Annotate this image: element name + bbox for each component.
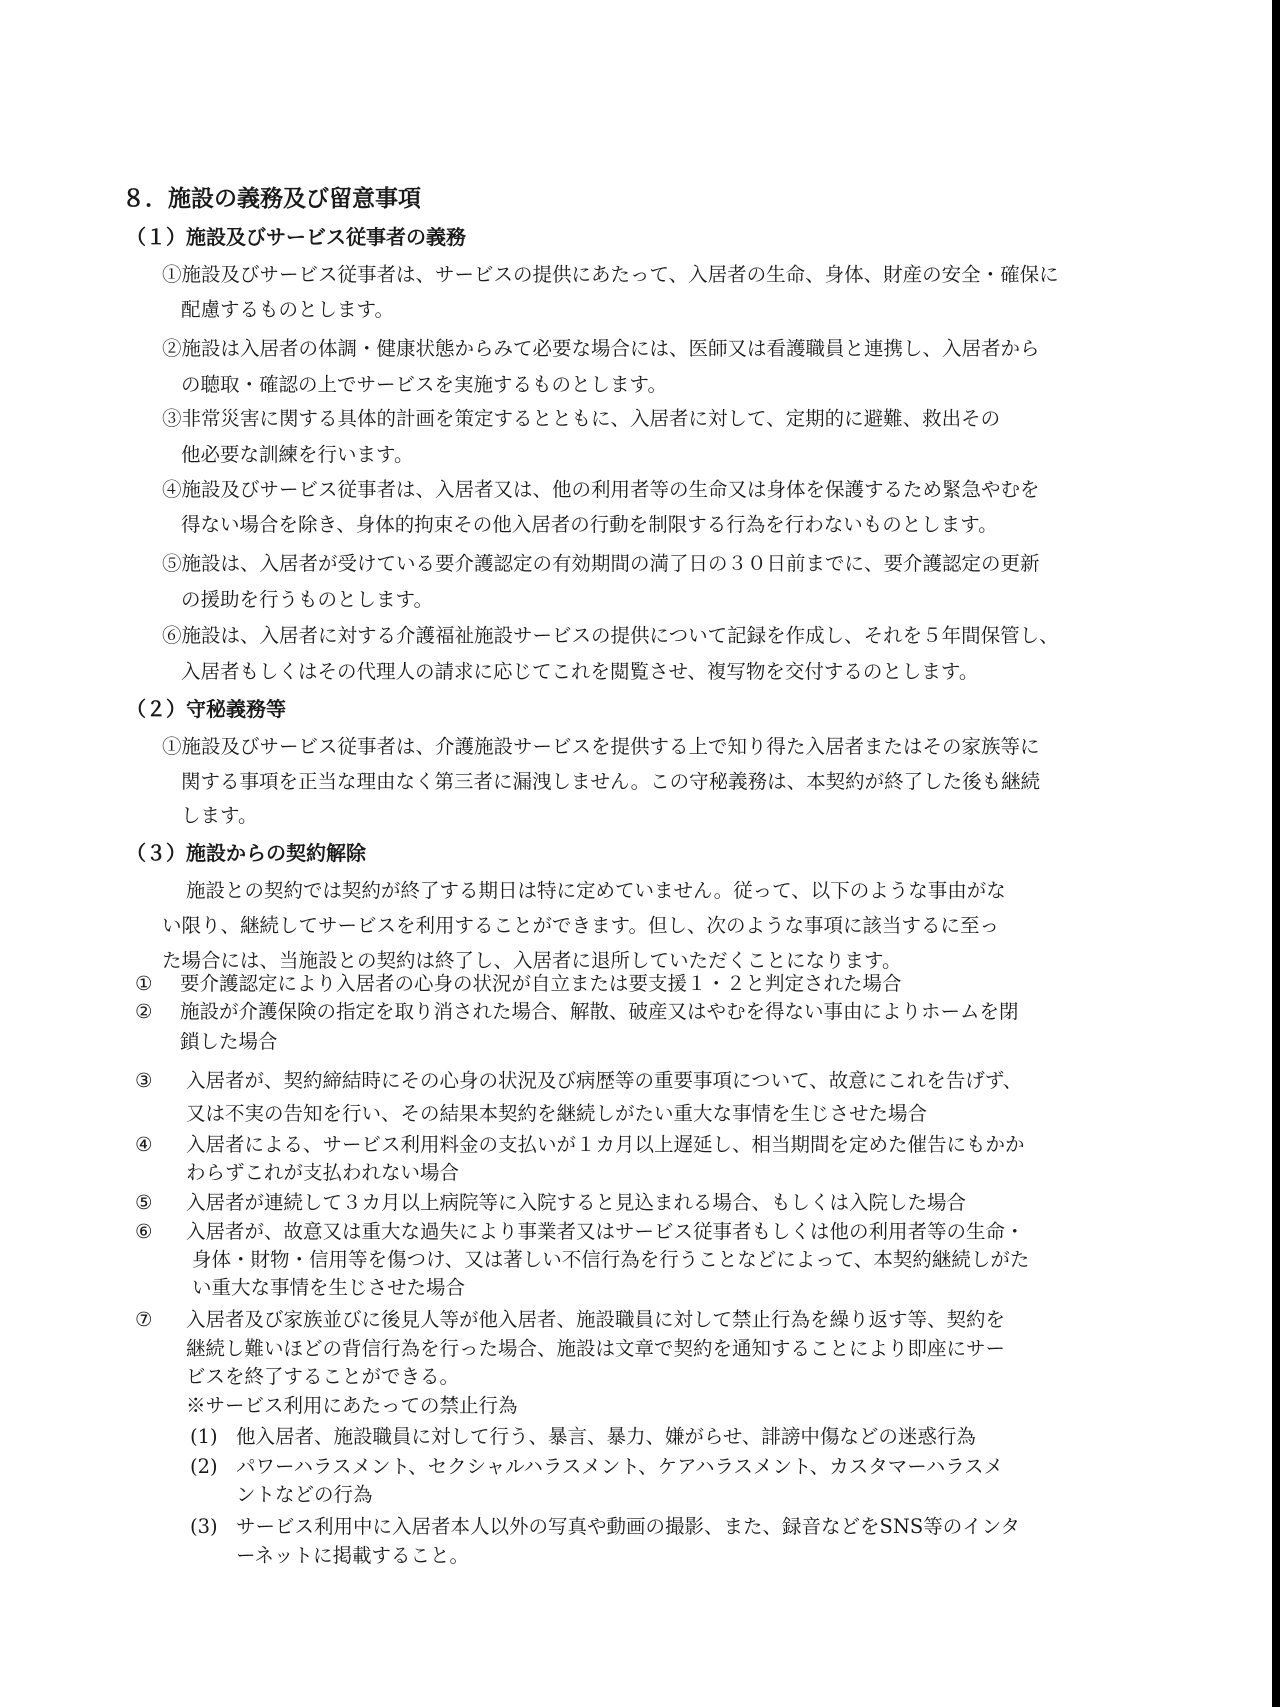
prohibited1-marker: (1) — [190, 1425, 218, 1448]
s1-item6-line1: ⑥施設は、入居者に対する介護福祉施設サービスの提供について記録を作成し、それを５年間保管し、 — [162, 624, 1059, 647]
s3-item7-line3: ビスを終了することができる。 — [186, 1365, 460, 1388]
s2-item1-line2: 関する事項を正当な理由なく第三者に漏洩しません。この守秘義務は、本契約が終了した後も継続 — [181, 770, 1041, 793]
s3-item3-marker: ③ — [135, 1069, 153, 1092]
s1-item4-line1: ④施設及びサービス従事者は、入居者又は、他の利用者等の生命又は身体を保護するため緊急やむを — [162, 478, 1040, 501]
s3-intro-line2: い限り、継続してサービスを利用することができます。但し、次のような事項に該当するに至っ — [162, 914, 999, 937]
s2-item1-line1: ①施設及びサービス従事者は、介護施設サービスを提供する上で知り得た入居者またはその家族等に — [162, 735, 1040, 758]
section1-title: （１）施設及びサービス従事者の義務 — [126, 225, 466, 249]
prohibited3-line1: サービス利用中に入居者本人以外の写真や動画の撮影、また、録音などをSNS等のインタ — [236, 1515, 1021, 1538]
s3-item6-line2: 身体・財物・信用等を傷つけ、又は著しい不信行為を行うことなどによって、本契約継続しがた — [192, 1248, 1030, 1271]
prohibited1-line1: 他入居者、施設職員に対して行う、暴言、暴力、嫌がらせ、誹謗中傷などの迷惑行為 — [236, 1425, 976, 1448]
s3-item3-line1: 入居者が、契約締結時にその心身の状況及び病歴等の重要事項について、故意にこれを告げず、 — [186, 1069, 1023, 1092]
s1-item3-line2: 他必要な訓練を行います。 — [181, 443, 414, 466]
prohibited2-line2: ントなどの行為 — [236, 1483, 373, 1506]
page-edge-bar — [1272, 0, 1280, 1707]
s1-item5-line2: の援助を行うものとします。 — [181, 588, 433, 611]
section2-title: （２）守秘義務等 — [126, 697, 286, 721]
s3-item5-line1: 入居者が連続して３カ月以上病院等に入院すると見込まれる場合、もしくは入院した場合 — [186, 1191, 967, 1214]
prohibited3-marker: (3) — [190, 1515, 218, 1538]
s1-item6-line2: 入居者もしくはその代理人の請求に応じてこれを閲覧させ、複写物を交付するのとします。 — [181, 660, 979, 683]
s1-item2-line2: の聴取・確認の上でサービスを実施するものとします。 — [181, 373, 667, 396]
s3-item3-line2: 又は不実の告知を行い、その結果本契約を継続しがたい重大な事情を生じさせた場合 — [186, 1102, 928, 1125]
s3-item1-marker: ① — [135, 972, 153, 995]
s3-item6-marker: ⑥ — [135, 1220, 153, 1243]
s3-item2-marker: ② — [135, 1000, 153, 1023]
prohibited2-marker: (2) — [190, 1455, 218, 1478]
s3-item1-line1: 要介護認定により入居者の心身の状況が自立または要支援１・２と判定された場合 — [180, 972, 902, 995]
s3-item2-line2: 鎖した場合 — [180, 1030, 278, 1053]
s1-item4-line2: 得ない場合を除き、身体的拘束その他入居者の行動を制限する行為を行わないものとします。 — [181, 513, 998, 536]
s3-item6-line3: い重大な事情を生じさせた場合 — [192, 1276, 466, 1299]
s3-item7-line2: 継続し難いほどの背信行為を行った場合、施設は文章で契約を通知することにより即座にサー — [186, 1337, 1006, 1360]
s1-item1-line2: 配慮するものとします。 — [181, 298, 394, 321]
s3-item4-marker: ④ — [135, 1133, 153, 1156]
s3-item4-line2: わらずこれが支払われない場合 — [186, 1161, 460, 1184]
s3-item7-line1: 入居者及び家族並びに後見人等が他入居者、施設職員に対して禁止行為を繰り返す等、契約を — [186, 1308, 1006, 1331]
s1-item1-line1: ①施設及びサービス従事者は、サービスの提供にあたって、入居者の生命、身体、財産の安全・確保に — [162, 263, 1059, 286]
s2-item1-line3: します。 — [181, 804, 258, 827]
prohibited3-line2: ーネットに掲載すること。 — [236, 1544, 470, 1567]
s1-item2-line1: ②施設は入居者の体調・健康状態からみて必要な場合には、医師又は看護職員と連携し、入居者から — [162, 337, 1040, 360]
s1-item5-line1: ⑤施設は、入居者が受けている要介護認定の有効期間の満了日の３０日前までに、要介護認定の更新 — [162, 552, 1040, 575]
s3-item4-line1: 入居者による、サービス利用料金の支払いが１カ月以上遅延し、相当期間を定めた催告にもかか — [186, 1133, 1025, 1156]
prohibited2-line1: パワーハラスメント、セクシャルハラスメント、ケアハラスメント、カスタマーハラスメ — [236, 1455, 1004, 1478]
s3-intro-line3: た場合には、当施設との契約は終了し、入居者に退所していただくことになります。 — [162, 949, 902, 972]
section3-title: （３）施設からの契約解除 — [126, 841, 366, 865]
section-heading: ８．施設の義務及び留意事項 — [122, 185, 421, 212]
prohibited-note: ※サービス利用にあたっての禁止行為 — [186, 1394, 518, 1417]
s3-item5-marker: ⑤ — [135, 1191, 153, 1214]
s3-item6-line1: 入居者が、故意又は重大な過失により事業者又はサービス従事者もしくは他の利用者等の生命・ — [186, 1220, 1025, 1243]
s3-item2-line1: 施設が介護保険の指定を取り消された場合、解散、破産又はやむを得ない事由によりホームを閉 — [180, 1000, 1019, 1023]
s3-intro-line1: 施設との契約では契約が終了する期日は特に定めていません。従って、以下のような事由がな — [186, 879, 1006, 902]
s1-item3-line1: ③非常災害に関する具体的計画を策定するとともに、入居者に対して、定期的に避難、救出その — [162, 407, 1001, 430]
s3-item7-marker: ⑦ — [135, 1308, 153, 1331]
